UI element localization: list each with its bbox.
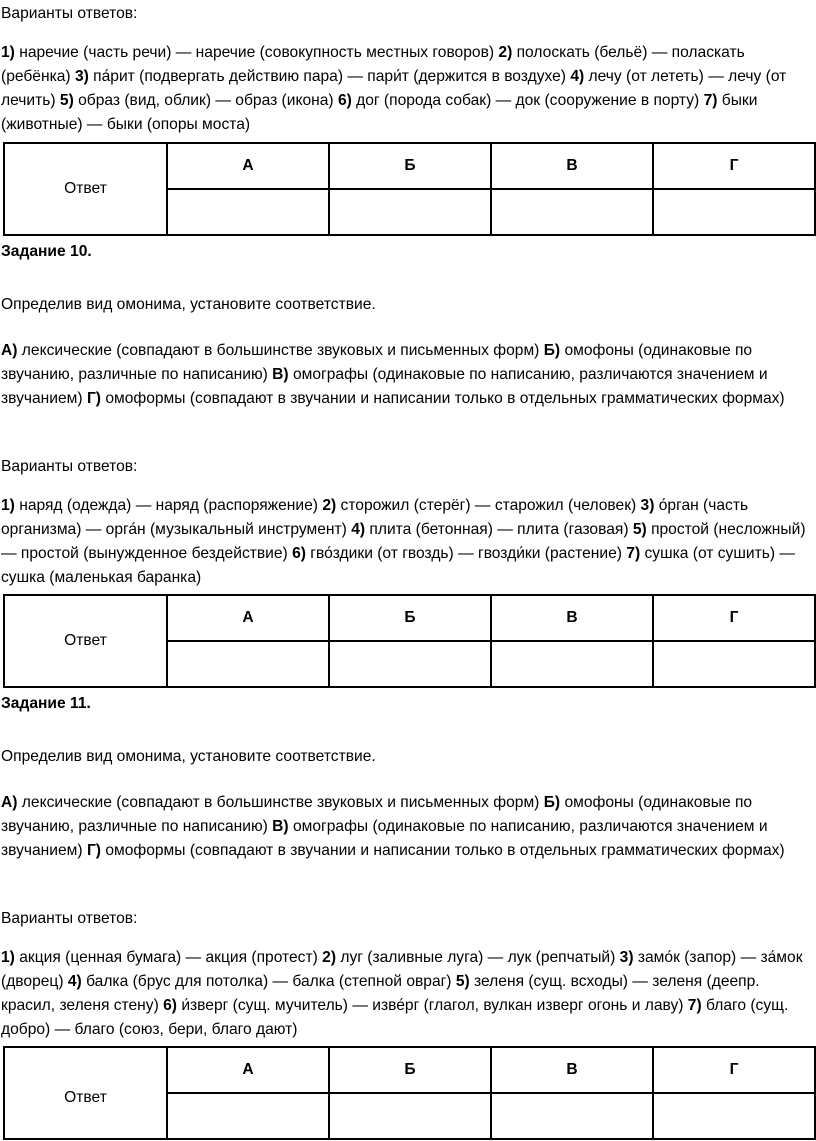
category-text: лексические (совпадают в большинстве звуковых и письменных форм) — [17, 342, 544, 359]
task-11-options — [0, 946, 816, 1042]
option-number: 1) — [1, 949, 15, 966]
task-10-variants — [0, 455, 816, 479]
task-10-options — [0, 494, 816, 590]
category-text: омографы (одинаковые по написанию, различаются значением и звучанием) — [1, 818, 768, 859]
option-text: образ (вид, облик) — образ (икона) — [73, 92, 338, 109]
option-text: зеленя (сущ. всходы) — зеленя (деепр. красил, зеленя стену) — [1, 973, 760, 1014]
category-letter: Г) — [86, 390, 101, 407]
option-number: 3) — [74, 68, 89, 85]
option-text: и́зверг (сущ. мучитель) — изве́рг (глагол, вулкан изверг огонь и лаву) — [176, 997, 688, 1014]
category-letter: Б) — [543, 794, 561, 811]
option-number: 6) — [163, 997, 177, 1014]
answer-cell-g[interactable] — [653, 189, 815, 235]
option-text: плита (бетонная) — плита (газовая) — [365, 521, 633, 538]
answer-table — [3, 142, 816, 236]
answer-label: Ответ — [4, 595, 167, 687]
task-10-categories — [0, 339, 816, 411]
answer-cell-b[interactable] — [329, 189, 491, 235]
answer-header-b: Б — [329, 1047, 491, 1093]
option-number: 4) — [351, 521, 366, 538]
answer-header-a: А — [167, 143, 329, 189]
option-number: 2) — [322, 949, 337, 966]
answer-header-g: Г — [653, 143, 815, 189]
answer-cell-b[interactable] — [329, 641, 491, 687]
option-number: 4) — [570, 68, 585, 85]
option-text: быки (животные) — быки (опоры моста) — [1, 92, 758, 133]
option-text: простой (несложный) — простой (вынужденное бездействие) — [1, 521, 806, 562]
categories-paragraph — [0, 791, 816, 863]
answer-header-a: А — [167, 595, 329, 641]
option-text: благо (сущ. добро) — благо (союз, бери, благо дают) — [1, 997, 789, 1038]
answer-label: Ответ — [4, 1047, 167, 1139]
prev-task-options — [0, 41, 816, 137]
answer-header-b: Б — [329, 143, 491, 189]
task-title: Задание 11. — [1, 695, 91, 712]
category-letter: Г) — [86, 842, 101, 859]
answer-header-g: Г — [653, 595, 815, 641]
answer-table — [3, 1046, 816, 1140]
option-text: о́рган (часть организма) — орга́н (музыкальный инструмент) — [1, 497, 749, 538]
task-10-instruction — [0, 293, 816, 317]
option-text: наряд (одежда) — наряд (распоряжение) — [14, 497, 323, 514]
category-text: омофоны (одинаковые по звучанию, различные по написанию) — [1, 342, 753, 383]
category-text: лексические (совпадают в большинстве звуковых и письменных форм) — [17, 794, 544, 811]
option-number: 1) — [1, 44, 15, 61]
category-text: омоформы (совпадают в звучании и написании только в отдельных грамматических формах) — [100, 390, 785, 407]
answer-cell-g[interactable] — [653, 641, 815, 687]
option-text: дог (порода собак) — док (сооружение в порту) — [351, 92, 704, 109]
answer-cell-v[interactable] — [491, 1093, 653, 1139]
category-text: омофоны (одинаковые по звучанию, различные по написанию) — [1, 794, 753, 835]
task-10 — [0, 240, 816, 264]
option-text: па́рит (подвергать действию пара) — пари́т (держится в воздухе) — [88, 68, 571, 85]
instruction: Определив вид омонима, установите соответствие. — [1, 296, 376, 313]
prev-task-variants — [0, 2, 816, 26]
option-number: 5) — [455, 973, 470, 990]
options-paragraph — [0, 946, 816, 1042]
category-letter: Б) — [543, 342, 561, 359]
answer-header-a: А — [167, 1047, 329, 1093]
option-number: 5) — [59, 92, 74, 109]
answer-cell-a[interactable] — [167, 189, 329, 235]
option-number: 7) — [703, 92, 718, 109]
task-11 — [0, 692, 816, 716]
option-text: луг (заливные луга) — лук (репчатый) — [336, 949, 620, 966]
category-text: омографы (одинаковые по написанию, различаются значением и звучанием) — [1, 366, 768, 407]
task-11-variants — [0, 907, 816, 931]
answer-cell-a[interactable] — [167, 1093, 329, 1139]
category-letter: А) — [1, 794, 18, 811]
option-number: 5) — [632, 521, 647, 538]
task-title: Задание 10. — [1, 243, 92, 260]
variants-label: Варианты ответов: — [1, 458, 138, 475]
option-text: замо́к (запор) — за́мок (дворец) — [1, 949, 803, 990]
option-text: полоскать (бельё) — поласкать (ребёнка) — [1, 44, 745, 85]
option-text: сторожил (стерёг) — старожил (человек) — [336, 497, 641, 514]
option-text: сушка (от сушить) — сушка (маленькая баранка) — [1, 545, 795, 586]
option-number: 7) — [626, 545, 641, 562]
category-text: омоформы (совпадают в звучании и написании только в отдельных грамматических формах) — [100, 842, 785, 859]
task-11-categories — [0, 791, 816, 863]
variants-label: Варианты ответов: — [1, 5, 138, 22]
category-letter: В) — [272, 366, 289, 383]
option-number: 7) — [687, 997, 702, 1014]
variants-label: Варианты ответов: — [1, 910, 138, 927]
options-paragraph — [0, 41, 816, 137]
option-number: 6) — [337, 92, 352, 109]
answer-header-b: Б — [329, 595, 491, 641]
answer-cell-a[interactable] — [167, 641, 329, 687]
categories-paragraph — [0, 339, 816, 411]
category-letter: А) — [1, 342, 18, 359]
answer-table — [3, 594, 816, 688]
answer-header-v: В — [491, 1047, 653, 1093]
option-number: 3) — [619, 949, 634, 966]
option-number: 6) — [292, 545, 306, 562]
answer-header-v: В — [491, 143, 653, 189]
instruction: Определив вид омонима, установите соответствие. — [1, 748, 376, 765]
category-letter: В) — [272, 818, 289, 835]
option-number: 4) — [67, 973, 82, 990]
option-number: 3) — [640, 497, 655, 514]
option-text: гво́здики (от гвоздь) — гвозди́ки (растение) — [305, 545, 627, 562]
answer-header-g: Г — [653, 1047, 815, 1093]
answer-cell-v[interactable] — [491, 641, 653, 687]
option-number: 2) — [322, 497, 337, 514]
answer-cell-b[interactable] — [329, 1093, 491, 1139]
option-text: наречие (часть речи) — наречие (совокупность местных говоров) — [14, 44, 499, 61]
option-text: балка (брус для потолка) — балка (степной овраг) — [81, 973, 456, 990]
answer-label: Ответ — [4, 143, 167, 235]
option-text: акция (ценная бумага) — акция (протест) — [14, 949, 323, 966]
option-number: 1) — [1, 497, 15, 514]
option-text: лечу (от лететь) — лечу (от лечить) — [1, 68, 787, 109]
answer-cell-g[interactable] — [653, 1093, 815, 1139]
answer-cell-v[interactable] — [491, 189, 653, 235]
options-paragraph — [0, 494, 816, 590]
option-number: 2) — [498, 44, 513, 61]
answer-header-v: В — [491, 595, 653, 641]
task-11-instruction — [0, 745, 816, 769]
